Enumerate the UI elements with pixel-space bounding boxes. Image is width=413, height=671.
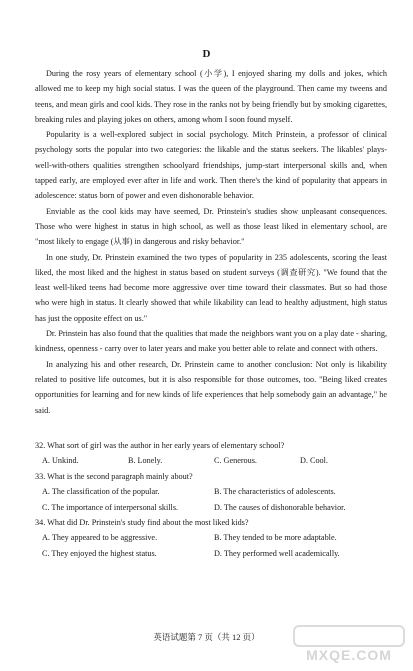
passage-paragraph-2: Popularity is a well-explored subject in social psychology. Mitch Prinstein, a professor of clinical psychology sorts the popular into two categories: the likable and the status seekers. The likables' plays-well-with-others qualities strengthen schoolyard friendships, jump-start interpersonal skills and, when tapped early, are employed ever after in life and work. Then there's the kind of popularity that appears in adolescence: status born of power and even dishonorable behavior. bbox=[35, 130, 387, 201]
options bbox=[35, 453, 387, 468]
option-c: C. The importance of interpersonal skills. bbox=[42, 502, 179, 512]
question-stem: 32. What sort of girl was the author in her early years of elementary school? bbox=[35, 441, 285, 450]
watermark-frame-icon bbox=[293, 625, 405, 647]
question-stem: 33. What is the second paragraph mainly about? bbox=[35, 471, 193, 481]
option-a: A. The classification of the popular. bbox=[42, 487, 160, 497]
question-33 bbox=[35, 469, 387, 515]
section-heading: D bbox=[202, 48, 211, 60]
option-b: B. Lonely. bbox=[128, 456, 163, 466]
option-a: A. They appeared to be aggressive. bbox=[42, 533, 158, 543]
page-footer: 英语试题第 7 页（共 12 页） bbox=[153, 632, 260, 642]
passage-paragraph-5: Dr. Prinstein has also found that the qualities that made the neighbors want you on a play date - sharing, kindness, openness - carry over to later years and make you better able to relate and connect with others. bbox=[35, 329, 387, 354]
option-c: C. Generous. bbox=[214, 456, 257, 466]
question-stem: 34. What did Dr. Prinstein's study find about the most liked kids? bbox=[35, 518, 249, 528]
question-list bbox=[35, 438, 387, 561]
passage-paragraph-3: Enviable as the cool kids may have seemed, Dr. Prinstein's studies show unpleasant consequences. Those who were highest in status in high school, as well as those least liked in elementary school, are "most likely to engage (从事) in dangerous and risky behavior." bbox=[35, 206, 387, 247]
passage-paragraph-4: In one study, Dr. Prinstein examined the two types of popularity in 235 adolescents, scoring the least liked, the most liked and the highest in status based on student surveys (调查研究). "We found that the least well-liked teens had become more aggressive over time toward their classmates. But so had those who were high in status. It clearly showed that while likability can lead to healthy adjustment, high status has just the opposite effect on us." bbox=[35, 252, 387, 323]
passage-paragraph-6: In analyzing his and other research, Dr. Prinstein came to another conclusion: Not only is likability related to positive life outcomes, but it is also responsible for those outcomes, too. "Being liked creates opportunities for learning and for new kinds of life experiences that help somebody gain an advantage," he said. bbox=[35, 359, 387, 415]
option-c: C. They enjoyed the highest status. bbox=[42, 548, 157, 558]
options bbox=[35, 530, 387, 561]
option-b: B. The characteristics of adolescents. bbox=[214, 487, 336, 497]
reading-passage bbox=[35, 66, 387, 418]
options bbox=[35, 484, 387, 515]
option-d: D. The causes of dishonorable behavior. bbox=[214, 502, 346, 512]
watermark-text: MXQE.COM bbox=[306, 647, 392, 663]
watermark-logo bbox=[293, 625, 405, 665]
passage-paragraph-1: During the rosy years of elementary school (小学), I enjoyed sharing my dolls and jokes, which allowed me to keep my high social status. I was the queen of the playground. Then came my tweens and teens, and mean girls and cool kids. They rose in the ranks not by being friendly but by smoking cigarettes, breaking rules and playing jokes on others, among whom I soon found myself. bbox=[35, 69, 387, 124]
question-32 bbox=[35, 438, 387, 469]
option-d: D. Cool. bbox=[300, 456, 328, 466]
option-b: B. They tended to be more adaptable. bbox=[214, 533, 337, 543]
option-d: D. They performed well academically. bbox=[214, 548, 340, 558]
option-a: A. Unkind. bbox=[42, 456, 79, 466]
question-34 bbox=[35, 515, 387, 561]
